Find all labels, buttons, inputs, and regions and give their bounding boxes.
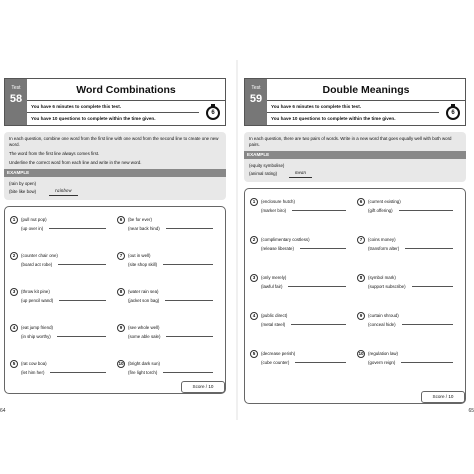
answer-field[interactable] [166, 336, 213, 337]
question [117, 287, 217, 305]
word-line-2: (let him her) [21, 370, 45, 375]
word-line-2: (conceal hide) [368, 322, 396, 327]
answer-field[interactable] [399, 210, 453, 211]
word-line-1: (eat jump friend) [21, 325, 53, 330]
question [117, 359, 217, 377]
word-line-2: (release liberate) [261, 246, 294, 251]
test-number-box [5, 79, 27, 125]
answer-field[interactable] [163, 372, 213, 373]
question-number: 6 [357, 198, 365, 206]
word-line-1: (only merely) [261, 275, 287, 280]
stopwatch-icon: 6 [206, 104, 220, 120]
word-line-1: (symbol mark) [368, 275, 396, 280]
answer-field[interactable] [165, 300, 213, 301]
questions-info: You have 10 questions to complete within the time given. [31, 116, 156, 121]
word-line-2: (fire light torch) [128, 370, 158, 375]
answer-field[interactable] [166, 228, 213, 229]
page-number: 64 [0, 408, 6, 414]
answer-field[interactable] [405, 248, 453, 249]
word-line-1: (coins money) [368, 237, 396, 242]
answer-field[interactable] [292, 210, 346, 211]
question [10, 323, 110, 341]
question-number: 2 [250, 236, 258, 244]
word-line-2: (up over in) [21, 226, 44, 231]
word-line-2: (site shop skill) [128, 262, 158, 267]
right-page [244, 78, 474, 414]
word-line-1: (counter chair one) [21, 253, 58, 258]
question-number: 5 [10, 360, 18, 368]
word-line-2: (some able sale) [128, 334, 161, 339]
word-line-2: (board act robe) [21, 262, 53, 267]
question [250, 273, 350, 291]
question [357, 235, 457, 253]
test-title: Double Meanings [267, 79, 465, 101]
book-spine [236, 60, 238, 420]
test-label: Test [251, 85, 261, 91]
instruction-text: In each question, combine one word from the first line with one word from the second line to create one new word. [9, 136, 219, 147]
test-title: Word Combinations [27, 79, 225, 101]
word-line-1: (enclosure hutch) [261, 199, 295, 204]
answer-field[interactable] [412, 286, 453, 287]
word-line-1: (regulation law) [368, 351, 399, 356]
word-line-1: (water rain sea) [128, 289, 159, 294]
questions-info: You have 10 questions to complete within the time given. [271, 116, 396, 121]
word-line-2: (marker biro) [261, 208, 287, 213]
question-number: 2 [10, 252, 18, 260]
word-line-1: (decrease perish) [261, 351, 296, 356]
word-line-1: (pull nut pop) [21, 217, 47, 222]
question [357, 197, 457, 215]
question [250, 235, 350, 253]
word-line-1: (see whole well) [128, 325, 160, 330]
question-number: 3 [250, 274, 258, 282]
example-label: EXAMPLE [4, 169, 226, 177]
answer-field[interactable] [58, 264, 106, 265]
test-number: 58 [9, 93, 23, 105]
word-line-1: (throw kit pine) [21, 289, 50, 294]
word-line-2: (near back hind) [128, 226, 160, 231]
word-line-1: (bright dark sun) [128, 361, 160, 366]
word-line-1: (be for ever) [128, 217, 152, 222]
question [10, 215, 110, 233]
question-number: 6 [117, 216, 125, 224]
example-line: (equity symbolise) [249, 163, 285, 168]
test-number-box [245, 79, 267, 125]
question-number: 9 [117, 324, 125, 332]
question [117, 251, 217, 269]
answer-field[interactable] [300, 248, 346, 249]
test-header [244, 78, 466, 126]
word-line-2: (lawful fair) [261, 284, 283, 289]
word-line-2: (govern reign) [368, 360, 396, 365]
test-header [4, 78, 226, 126]
question-number: 7 [117, 252, 125, 260]
question [117, 323, 217, 341]
answer-field[interactable] [57, 336, 106, 337]
page-number: 65 [468, 408, 474, 414]
question [10, 359, 110, 377]
question-number: 8 [357, 274, 365, 282]
question [250, 311, 350, 329]
answer-field[interactable] [401, 362, 453, 363]
question-number: 10 [118, 360, 124, 366]
question [357, 273, 457, 291]
question-number: 1 [10, 216, 18, 224]
word-line-2: (gift offering) [368, 208, 393, 213]
word-line-2: (support subscribe) [368, 284, 406, 289]
score-box: Score / 10 [181, 381, 225, 393]
instructions-box [244, 132, 466, 182]
question [250, 197, 350, 215]
instruction-text: In each question, there are two pairs of words. Write in a new word that goes equally well with both word pairs. [249, 136, 452, 147]
word-line-2: (up pencil wand) [21, 298, 54, 303]
example-line: (rain by open) [9, 181, 37, 186]
question [117, 215, 217, 233]
instruction-text: Underline the correct word from each line and write in the new word. [9, 160, 142, 165]
answer-field[interactable] [288, 286, 346, 287]
word-line-2: (transform alter) [368, 246, 400, 251]
instructions-box [4, 132, 226, 200]
question-number: 3 [10, 288, 18, 296]
example-label: EXAMPLE [244, 151, 466, 159]
example-line: (animal rating) [249, 171, 278, 176]
word-line-2: (in ship worthy) [21, 334, 51, 339]
instruction-text: The word from the first line always comes first. [9, 151, 100, 156]
word-line-1: (curtain shroud) [368, 313, 399, 318]
question [357, 311, 457, 329]
time-info: You have 6 minutes to complete this test. [27, 101, 199, 113]
time-info: You have 6 minutes to complete this test. [267, 101, 439, 113]
question-number: 1 [250, 198, 258, 206]
answer-field[interactable] [49, 228, 106, 229]
word-line-2: (jacket son bag) [128, 298, 160, 303]
test-number: 59 [249, 93, 263, 105]
question [357, 349, 457, 367]
question-number: 9 [357, 312, 365, 320]
test-info [27, 101, 199, 125]
question-number: 4 [250, 312, 258, 320]
question [10, 251, 110, 269]
example-answer: mean [289, 171, 312, 178]
questions-panel [4, 206, 226, 394]
word-line-2: (metal steel) [261, 322, 286, 327]
test-label: Test [11, 85, 21, 91]
test-info [267, 101, 439, 125]
answer-field[interactable] [59, 300, 106, 301]
score-box: Score / 10 [421, 391, 465, 403]
word-line-1: (rat cow boa) [21, 361, 47, 366]
question-number: 7 [357, 236, 365, 244]
answer-field[interactable] [295, 362, 346, 363]
answer-field[interactable] [291, 324, 346, 325]
left-page [0, 78, 226, 414]
question-number: 10 [358, 350, 364, 356]
answer-field[interactable] [402, 324, 453, 325]
example-answer: rainbow [49, 189, 78, 196]
word-line-1: (complimentary costless) [261, 237, 310, 242]
question [250, 349, 350, 367]
question-number: 8 [117, 288, 125, 296]
stopwatch-icon: 6 [446, 104, 460, 120]
example-line: (bite like bow) [9, 189, 37, 194]
word-line-1: (public direct) [261, 313, 288, 318]
questions-panel [244, 188, 466, 404]
question-number: 4 [10, 324, 18, 332]
word-line-1: (out in well) [128, 253, 151, 258]
answer-field[interactable] [163, 264, 213, 265]
question [10, 287, 110, 305]
answer-field[interactable] [50, 372, 106, 373]
word-line-2: (cube counter) [261, 360, 290, 365]
question-number: 5 [250, 350, 258, 358]
word-line-1: (current existing) [368, 199, 401, 204]
